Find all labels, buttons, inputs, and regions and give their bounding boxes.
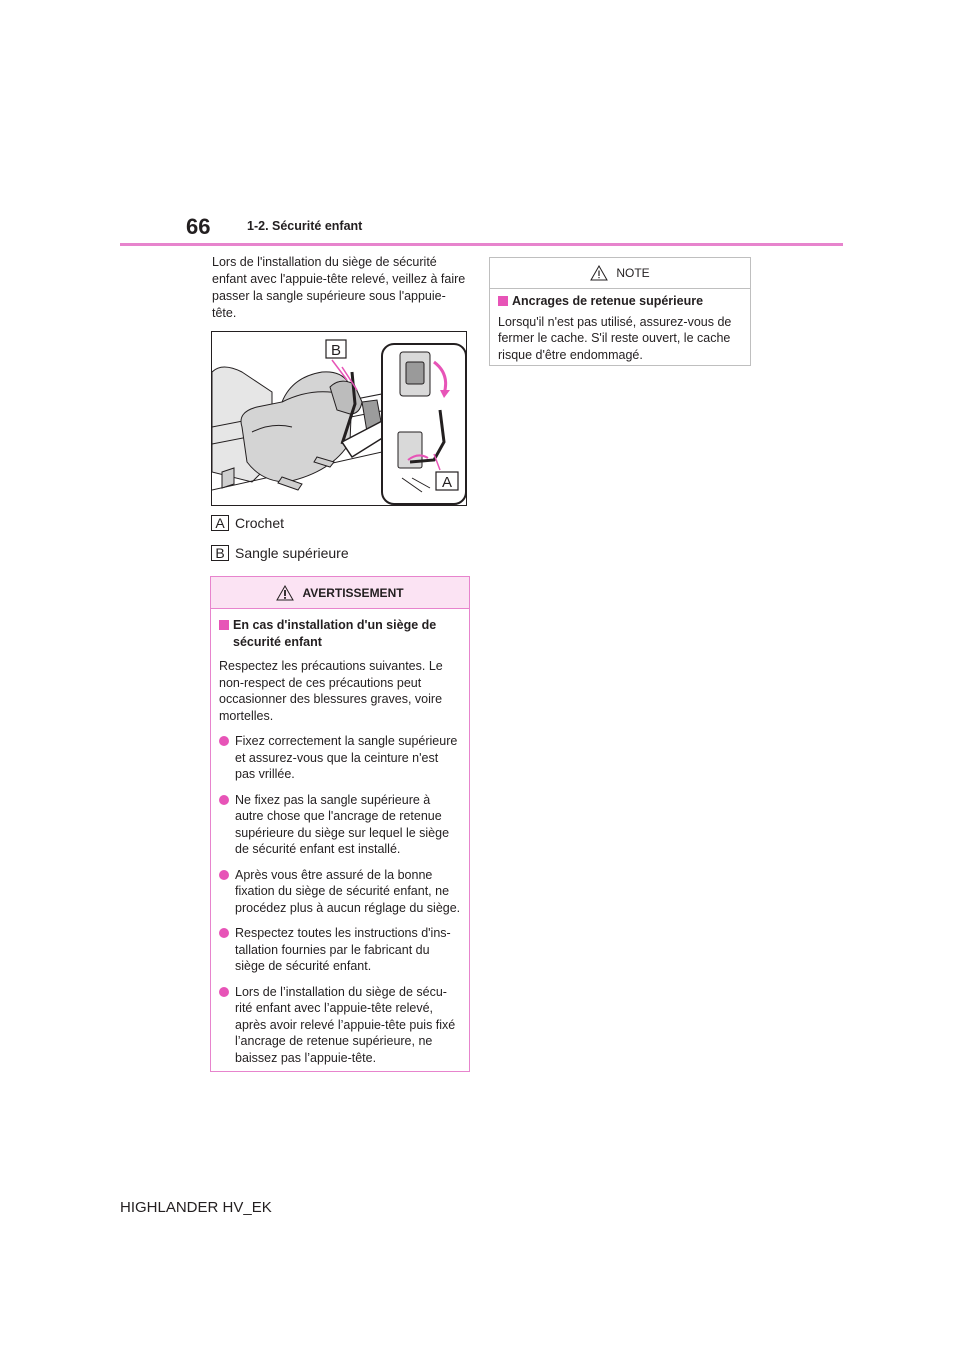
- section-title: 1-2. Sécurité enfant: [247, 219, 363, 233]
- intro-paragraph: Lors de l'installation du siège de sécurité enfant avec l'appuie-tête relevé, veillez à faire passer la sangle supérieure sous l'appuie-tête.: [212, 255, 466, 320]
- bullet-dot-icon: [219, 928, 229, 938]
- page-number: 66: [186, 214, 211, 239]
- note-box: [489, 257, 751, 366]
- legend-key: B: [211, 545, 229, 561]
- warning-title: AVERTISSEMENT: [302, 585, 404, 600]
- square-bullet-icon: [498, 296, 508, 306]
- bullet-dot-icon: [219, 987, 229, 997]
- figure-label-a: A: [441, 474, 453, 491]
- illustration-drawing: [212, 332, 466, 505]
- square-bullet-icon: [219, 620, 229, 630]
- caution-triangle-icon: [590, 265, 608, 281]
- bullet-dot-icon: [219, 870, 229, 880]
- legend-label: Sangle supérieure: [235, 545, 349, 561]
- figure-label-b: B: [330, 342, 342, 359]
- warning-item: Ne fixez pas la sangle supérieure à autre chose que l'ancrage de retenue supérieure du siège sur lequel le siège de sécurité enfant est installé.: [219, 792, 461, 858]
- warning-item: Après vous être assuré de la bonne fixation du siège de sécurité enfant, ne procédez plus à aucun réglage du siège.: [219, 867, 461, 917]
- warning-heading: [219, 617, 461, 650]
- warning-item: Lors de l’installation du siège de sécu- rité enfant avec l’appuie-tête relevé, après avoir relevé l’appuie-tête puis fixé l’ancrage de retenue supérieure, ne baissez pas l’appuie-tête.: [219, 984, 461, 1067]
- note-header: [490, 258, 750, 289]
- warning-box: [210, 576, 470, 1072]
- warning-intro: Respectez les précautions suivantes. Le non-respect de ces précautions peut occasionner des blessures graves, voire mortelles.: [219, 659, 443, 723]
- note-body-text: Lorsqu'il n'est pas utilisé, assurez-vous de fermer le cache. S'il reste ouvert, le cache risque d'être endommagé.: [498, 314, 732, 362]
- warning-item: Fixez correctement la sangle supérieure et assurez-vous que la ceinture n'est pas vrillée.: [219, 733, 461, 783]
- warning-heading-text: En cas d'installation d'un siège de sécurité enfant: [233, 618, 437, 649]
- legend-item-crochet: [211, 513, 284, 533]
- warning-header: [211, 577, 469, 609]
- warning-item: Respectez toutes les instructions d'ins- tallation fournies par le fabricant du siège de sécurité enfant.: [219, 925, 461, 975]
- footer-model: HIGHLANDER HV_EK: [120, 1199, 272, 1216]
- note-heading: [498, 293, 742, 310]
- legend-label: Crochet: [235, 515, 285, 531]
- legend-key: A: [211, 515, 229, 531]
- child-seat-tether-illustration: [211, 331, 467, 506]
- note-heading-text: Ancrages de retenue supérieure: [512, 294, 704, 308]
- legend-item-sangle: [211, 543, 349, 563]
- header-rule: [120, 243, 843, 246]
- note-title: NOTE: [616, 266, 650, 280]
- warning-triangle-icon: [276, 585, 294, 601]
- bullet-dot-icon: [219, 736, 229, 746]
- bullet-dot-icon: [219, 795, 229, 805]
